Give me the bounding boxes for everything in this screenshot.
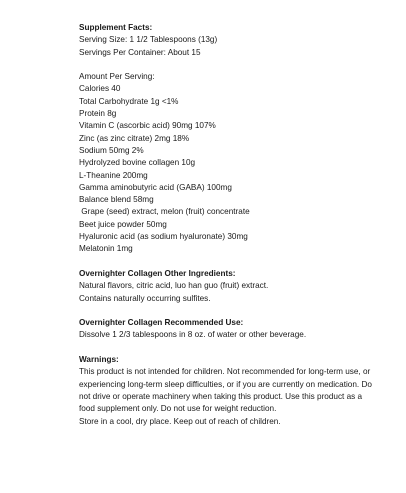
nutrient-line: Calories 40 xyxy=(79,84,121,94)
facts-heading: Supplement Facts: xyxy=(79,23,153,32)
nutrient-line: Beet juice powder 50mg xyxy=(79,219,167,229)
nutrient-line: Balance blend 58mg xyxy=(79,195,154,205)
nutrient-line: Gamma aminobutyric acid (GABA) 100mg xyxy=(79,182,232,192)
sulfites-note: Contains naturally occurring sulfites. xyxy=(79,293,211,303)
nutrient-line: L-Theanine 200mg xyxy=(79,170,148,180)
nutrient-line: Grape (seed) extract, melon (fruit) concentrate xyxy=(79,207,250,217)
nutrient-line: Vitamin C (ascorbic acid) 90mg 107% xyxy=(79,121,216,131)
storage-text: Store in a cool, dry place. Keep out of reach of children. xyxy=(79,416,281,426)
supplement-facts-document xyxy=(79,22,379,428)
warnings-heading: Warnings: xyxy=(79,355,119,365)
nutrient-line: Hydrolyzed bovine collagen 10g xyxy=(79,158,196,168)
nutrient-line: Hyaluronic acid (as sodium hyaluronate) 30mg xyxy=(79,232,248,242)
nutrient-line: Total Carbohydrate 1g <1% xyxy=(79,96,179,106)
other-ingredients-heading: Overnighter Collagen Other Ingredients: xyxy=(79,268,236,278)
serving-size: Serving Size: 1 1/2 Tablespoons (13g) xyxy=(79,35,218,45)
nutrient-line: Zinc (as zinc citrate) 2mg 18% xyxy=(79,133,190,143)
nutrient-line: Protein 8g xyxy=(79,109,117,119)
recommended-use-heading: Overnighter Collagen Recommended Use: xyxy=(79,318,244,328)
servings-per-container: Servings Per Container: About 15 xyxy=(79,47,201,57)
amount-per-serving-heading: Amount Per Serving: xyxy=(79,72,155,82)
warnings-text: This product is not intended for children. Not recommended for long-term use, or experiencing long-term sleep difficulties, or if you are currently on medication. Do not drive or operate machinery when taking this product. Use this product as a food supplement only. Do not use for weight reduction. xyxy=(79,367,372,414)
nutrient-line: Melatonin 1mg xyxy=(79,244,133,254)
ingredients-text: Natural flavors, citric acid, luo han guo (fruit) extract. xyxy=(79,281,269,291)
nutrient-line: Sodium 50mg 2% xyxy=(79,145,144,155)
recommended-use-text: Dissolve 1 2/3 tablespoons in 8 oz. of water or other beverage. xyxy=(79,330,307,340)
